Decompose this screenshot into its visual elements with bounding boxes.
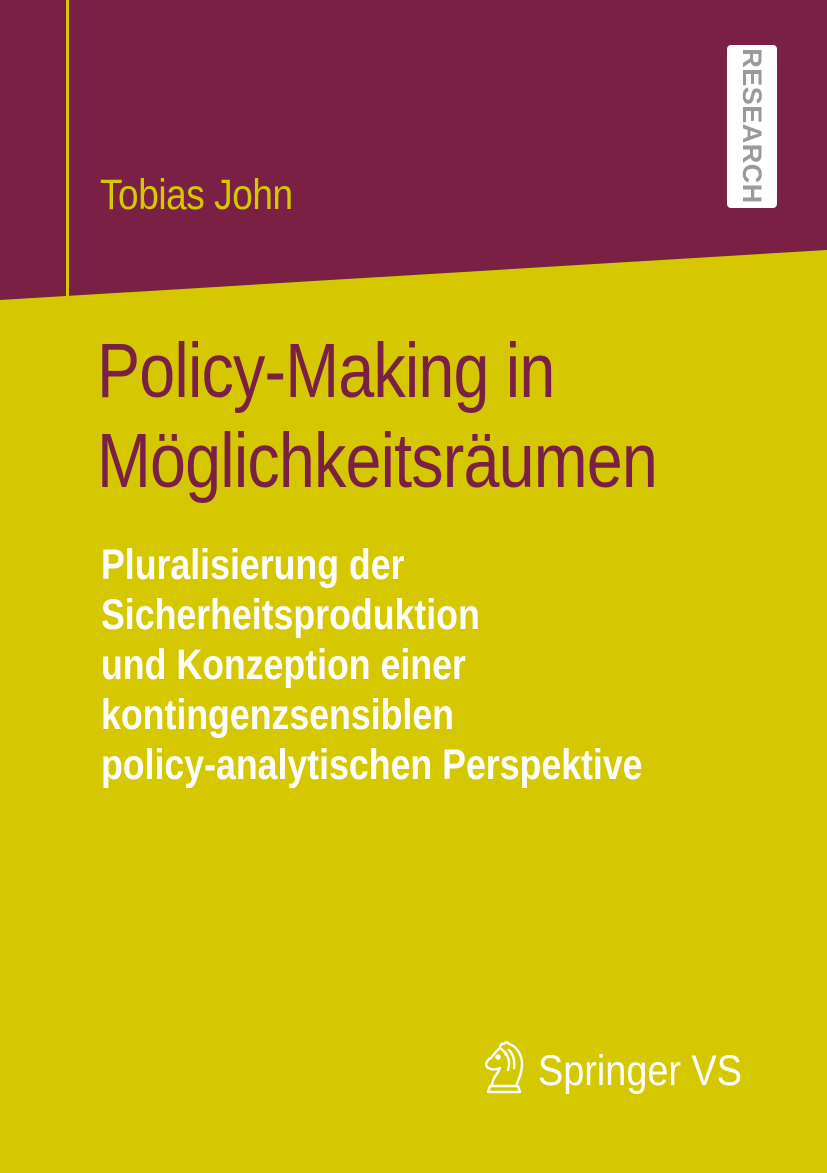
knight-chess-piece-icon (478, 1040, 530, 1096)
publisher-logo (478, 1040, 748, 1100)
book-title (97, 326, 657, 506)
author-name: Tobias John (100, 171, 293, 219)
book-title-line-2: Möglichkeitsräumen (97, 418, 658, 504)
top-color-band (0, 0, 827, 300)
book-subtitle (101, 540, 643, 790)
book-subtitle-line-2: Sicherheitsproduktion (101, 591, 480, 639)
book-title-line-1: Policy-Making in (97, 328, 555, 414)
book-subtitle-line-5: policy-analytischen Perspektive (101, 741, 643, 789)
series-badge-label: RESEARCH (737, 48, 767, 204)
series-badge (727, 45, 777, 208)
book-subtitle-line-1: Pluralisierung der (101, 541, 405, 589)
vertical-accent-rule (66, 0, 69, 418)
publisher-name: Springer VS (538, 1047, 743, 1095)
book-subtitle-line-3: und Konzeption einer (101, 641, 466, 689)
book-subtitle-line-4: kontingenzsensiblen (101, 691, 454, 739)
